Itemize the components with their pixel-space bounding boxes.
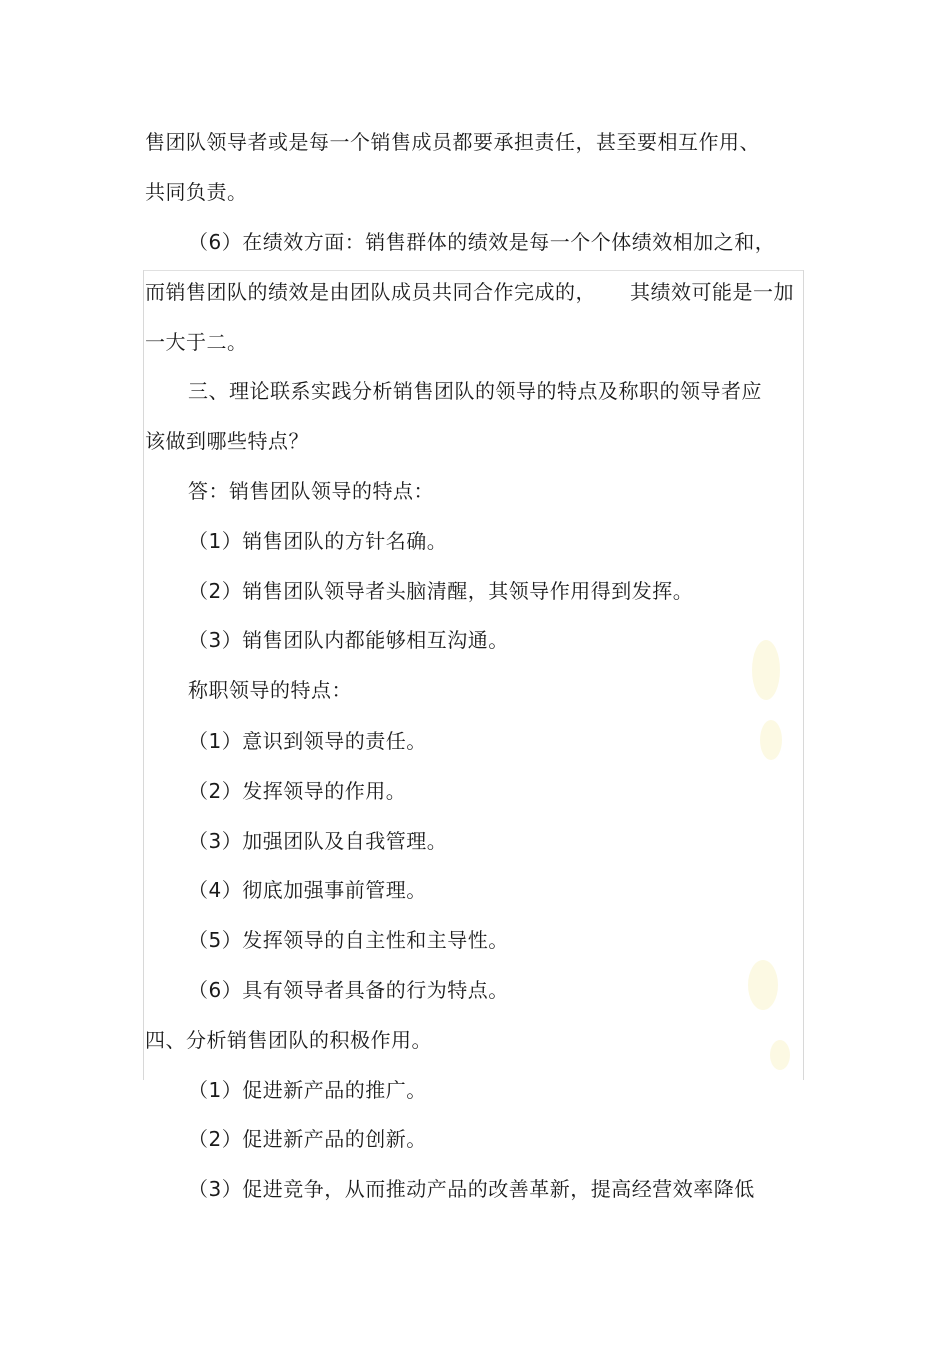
paper-stain — [748, 960, 778, 1010]
text-line: （5）发挥领导的自主性和主导性。 — [188, 928, 509, 952]
text-line: 一大于二。 — [145, 330, 248, 354]
text-line: 共同负责。 — [145, 180, 248, 204]
frame-left-border — [143, 270, 144, 1080]
text-line: 该做到哪些特点？ — [145, 429, 309, 453]
text-line: （6）具有领导者具备的行为特点。 — [188, 978, 509, 1002]
text-segment: 其绩效可能是一加 — [630, 280, 794, 304]
text-line: 答：销售团队领导的特点： — [188, 479, 434, 503]
text-line: 三、理论联系实践分析销售团队的领导的特点及称职的领导者应 — [188, 379, 762, 403]
text-line: （4）彻底加强事前管理。 — [188, 878, 427, 902]
text-line: （3）加强团队及自我管理。 — [188, 829, 448, 853]
text-line: 称职领导的特点： — [188, 678, 352, 702]
text-line: （1）促进新产品的推广。 — [188, 1078, 427, 1102]
text-line: 售团队领导者或是每一个销售成员都要承担责任，甚至要相互作用、 — [145, 130, 760, 154]
text-segment: 而销售团队的绩效是由团队成员共同合作完成的， — [145, 280, 596, 304]
text-line: （6）在绩效方面：销售群体的绩效是每一个个体绩效相加之和， — [188, 230, 776, 254]
paper-stain — [770, 1040, 790, 1070]
paper-stain — [760, 720, 782, 760]
text-line: （2）促进新产品的创新。 — [188, 1127, 427, 1151]
text-line: （1）意识到领导的责任。 — [188, 729, 427, 753]
text-line — [145, 277, 794, 307]
text-line: （3）销售团队内都能够相互沟通。 — [188, 628, 509, 652]
text-line: 四、分析销售团队的积极作用。 — [145, 1028, 432, 1052]
frame-right-border — [803, 270, 804, 1080]
paper-stain — [752, 640, 780, 700]
text-line: （3）促进竞争，从而推动产品的改善革新，提高经营效率降低 — [188, 1177, 755, 1201]
text-line: （1）销售团队的方针名确。 — [188, 529, 448, 553]
frame-top-border — [143, 270, 804, 271]
text-line: （2）发挥领导的作用。 — [188, 779, 407, 803]
text-line: （2）销售团队领导者头脑清醒，其领导作用得到发挥。 — [188, 579, 694, 603]
